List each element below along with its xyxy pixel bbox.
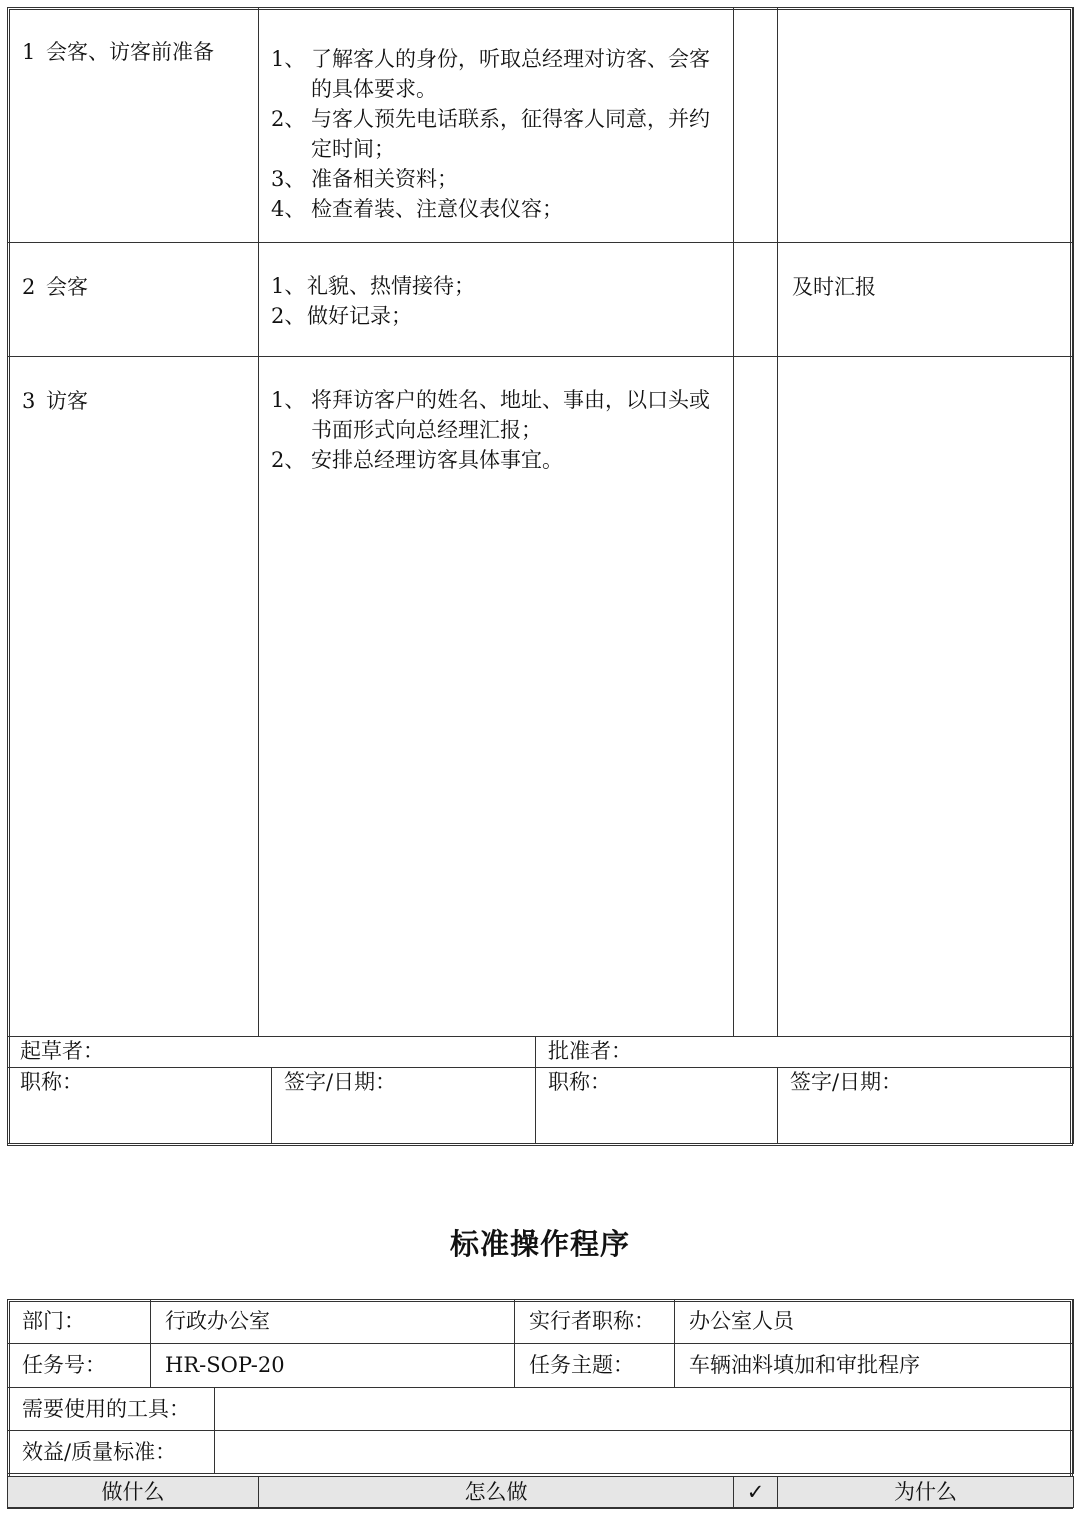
- dept-value: 行政办公室: [151, 1300, 515, 1344]
- signoff-row: [8, 1068, 1074, 1144]
- header-row: [8, 1431, 1074, 1474]
- how-item-text: 将拜访客户的姓名、地址、事由，以口头或书面形式向总经理汇报；: [311, 388, 710, 442]
- tools-label: 需要使用的工具：: [8, 1388, 215, 1431]
- step-why-cell: [778, 8, 1074, 243]
- step-name-cell: [8, 243, 259, 357]
- step-name: 会客: [46, 275, 88, 299]
- how-item-number: 4、: [271, 197, 306, 221]
- how-item: [271, 164, 721, 194]
- topic-value: 车辆油料填加和审批程序: [675, 1344, 1074, 1388]
- executor-label: 实行者职称：: [515, 1300, 675, 1344]
- how-item: [271, 385, 721, 445]
- how-item-text: 礼貌、热情接待；: [307, 274, 475, 298]
- step-name-cell: [8, 8, 259, 243]
- how-item-number: 2、: [271, 304, 306, 328]
- step-why-cell: 及时汇报: [778, 243, 1074, 357]
- how-item: [271, 194, 721, 224]
- header-row: [8, 1344, 1074, 1388]
- how-item-text: 安排总经理访客具体事宜。: [311, 448, 563, 472]
- header-row: [8, 1300, 1074, 1344]
- page-title: 标准操作程序: [449, 1227, 630, 1261]
- task-no-label: 任务号：: [8, 1344, 151, 1388]
- sop-header-table: [7, 1299, 1074, 1474]
- how-item-text: 与客人预先电话联系，征得客人同意，并约定时间；: [311, 107, 710, 161]
- steps-table: [7, 7, 1074, 1037]
- how-item: [271, 104, 721, 164]
- step-row: [8, 357, 1074, 1037]
- approver-label: 批准者：: [536, 1037, 1074, 1068]
- step-how-cell: [259, 357, 734, 1037]
- step-number: 1: [22, 40, 36, 64]
- dept-label: 部门：: [8, 1300, 151, 1344]
- how-item-number: 1、: [271, 388, 306, 412]
- step-check-cell: [734, 8, 778, 243]
- how-item: [271, 445, 721, 475]
- how-item: [271, 271, 721, 301]
- how-item-text: 准备相关资料；: [311, 167, 458, 191]
- topic-label: 任务主题：: [515, 1344, 675, 1388]
- step-how-cell: [259, 8, 734, 243]
- how-item-text: 了解客人的身份，听取总经理对访客、会客的具体要求。: [311, 47, 710, 101]
- quality-label: 效益/质量标准：: [8, 1431, 215, 1474]
- step-name: 会客、访客前准备: [46, 40, 214, 64]
- how-item-number: 1、: [271, 47, 306, 71]
- how-item-number: 2、: [271, 448, 306, 472]
- step-how-cell: [259, 243, 734, 357]
- how-item-text: 检查着装、注意仪表仪容；: [311, 197, 563, 221]
- step-check-cell: [734, 357, 778, 1037]
- step-name: 访客: [46, 389, 88, 413]
- column-check-icon: ✓: [734, 1477, 778, 1508]
- tools-field[interactable]: [215, 1388, 1074, 1431]
- step-why-cell: [778, 357, 1074, 1037]
- how-item: [271, 301, 721, 331]
- approver-sign-date-field[interactable]: 签字/日期：: [778, 1068, 1074, 1144]
- step-row: [8, 8, 1074, 243]
- approver-title-field[interactable]: 职称：: [536, 1068, 778, 1144]
- how-item-number: 1、: [271, 274, 306, 298]
- step-number: 2: [22, 275, 36, 299]
- how-item-number: 3、: [271, 167, 306, 191]
- column-header-table: [7, 1476, 1074, 1508]
- column-what: 做什么: [8, 1477, 259, 1508]
- quality-field[interactable]: [215, 1431, 1074, 1474]
- how-item: [271, 44, 721, 104]
- step-check-cell: [734, 243, 778, 357]
- step-row: [8, 243, 1074, 357]
- drafter-title-field[interactable]: 职称：: [8, 1068, 272, 1144]
- step-name-cell: [8, 357, 259, 1037]
- column-header-row: [8, 1477, 1074, 1508]
- executor-value: 办公室人员: [675, 1300, 1074, 1344]
- column-why: 为什么: [778, 1477, 1074, 1508]
- how-item-text: 做好记录；: [307, 304, 412, 328]
- column-how: 怎么做: [259, 1477, 734, 1508]
- task-no-value: HR-SOP-20: [151, 1344, 515, 1388]
- step-number: 3: [22, 389, 36, 413]
- how-item-number: 2、: [271, 107, 306, 131]
- signoff-table: [7, 1036, 1074, 1144]
- drafter-sign-date-field[interactable]: 签字/日期：: [272, 1068, 536, 1144]
- signoff-row: [8, 1037, 1074, 1068]
- drafter-label: 起草者：: [8, 1037, 536, 1068]
- header-row: [8, 1388, 1074, 1431]
